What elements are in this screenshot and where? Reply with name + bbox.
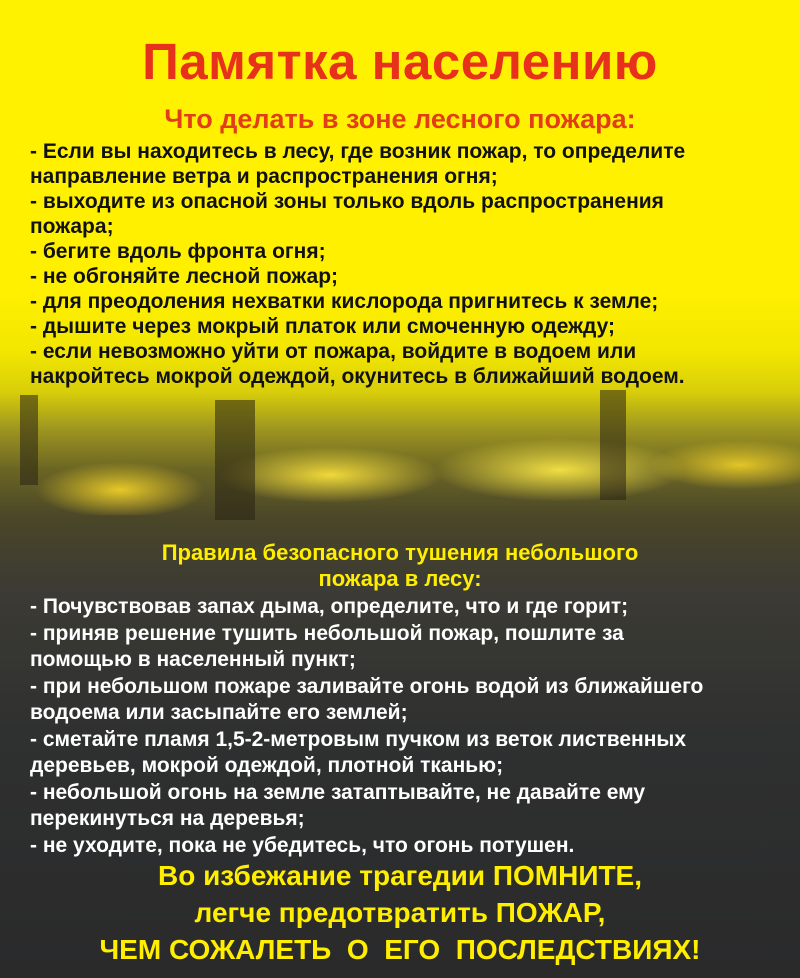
warning-line-1: Во избежание трагедии ПОМНИТЕ, — [157, 860, 642, 891]
list-item: - не обгоняйте лесной пожар; — [30, 265, 339, 288]
warning-line-3: ЧЕМ СОЖАЛЕТЬ О ЕГО ПОСЛЕДСТВИЯХ! — [99, 934, 701, 965]
list-item: помощью в населенный пункт; — [30, 648, 356, 671]
list-item: - не уходите, пока не убедитесь, что огонь потушен. — [30, 833, 575, 857]
list-item: - приняв решение тушить небольшой пожар, пошлите за — [30, 621, 624, 645]
list-item: - при небольшом пожаре заливайте огонь водой из ближайшего — [30, 674, 704, 698]
list-item: - небольшой огонь на земле затаптывайте, не давайте ему — [30, 780, 646, 804]
warning-message — [0, 857, 800, 968]
list-item: перекинуться на деревья; — [30, 807, 305, 830]
list-item: - Если вы находитесь в лесу, где возник пожар, то определите — [30, 140, 686, 163]
list-item: водоема или засыпайте его землей; — [30, 701, 408, 724]
list-item: накройтесь мокрой одеждой, окунитесь в ближайший водоем. — [30, 365, 685, 388]
section-1-heading: Что делать в зоне лесного пожара: — [164, 104, 636, 134]
list-item: деревьев, мокрой одеждой, плотной тканью; — [30, 754, 504, 777]
tree-trunk-silhouette — [600, 390, 626, 500]
poster-title: Памятка населению — [142, 33, 658, 90]
list-item: - бегите вдоль фронта огня; — [30, 240, 326, 263]
tree-trunk-silhouette — [215, 400, 255, 520]
section-1-list — [30, 139, 790, 389]
list-item: - если невозможно уйти от пожара, войдите в водоем или — [30, 340, 637, 363]
section-2-heading-line-1: Правила безопасного тушения небольшого — [161, 540, 639, 565]
tree-trunk-silhouette — [20, 395, 38, 485]
list-item: пожара; — [30, 215, 114, 238]
section-2-heading — [0, 540, 800, 592]
list-item: - дышите через мокрый платок или смоченную одежду; — [30, 315, 616, 338]
list-item: - выходите из опасной зоны только вдоль распространения — [30, 190, 664, 213]
section-2-list — [30, 594, 790, 859]
list-item: - для преодоления нехватки кислорода пригнитесь к земле; — [30, 290, 659, 313]
list-item: направление ветра и распространения огня; — [30, 165, 498, 188]
list-item: - Почувствовав запах дыма, определите, что и где горит; — [30, 595, 629, 618]
forest-fire-background — [0, 420, 800, 515]
section-2-heading-line-2: пожара в лесу: — [318, 566, 482, 591]
warning-line-2: легче предотвратить ПОЖАР, — [194, 897, 606, 928]
list-item: - сметайте пламя 1,5-2-метровым пучком из веток лиственных — [30, 727, 687, 751]
